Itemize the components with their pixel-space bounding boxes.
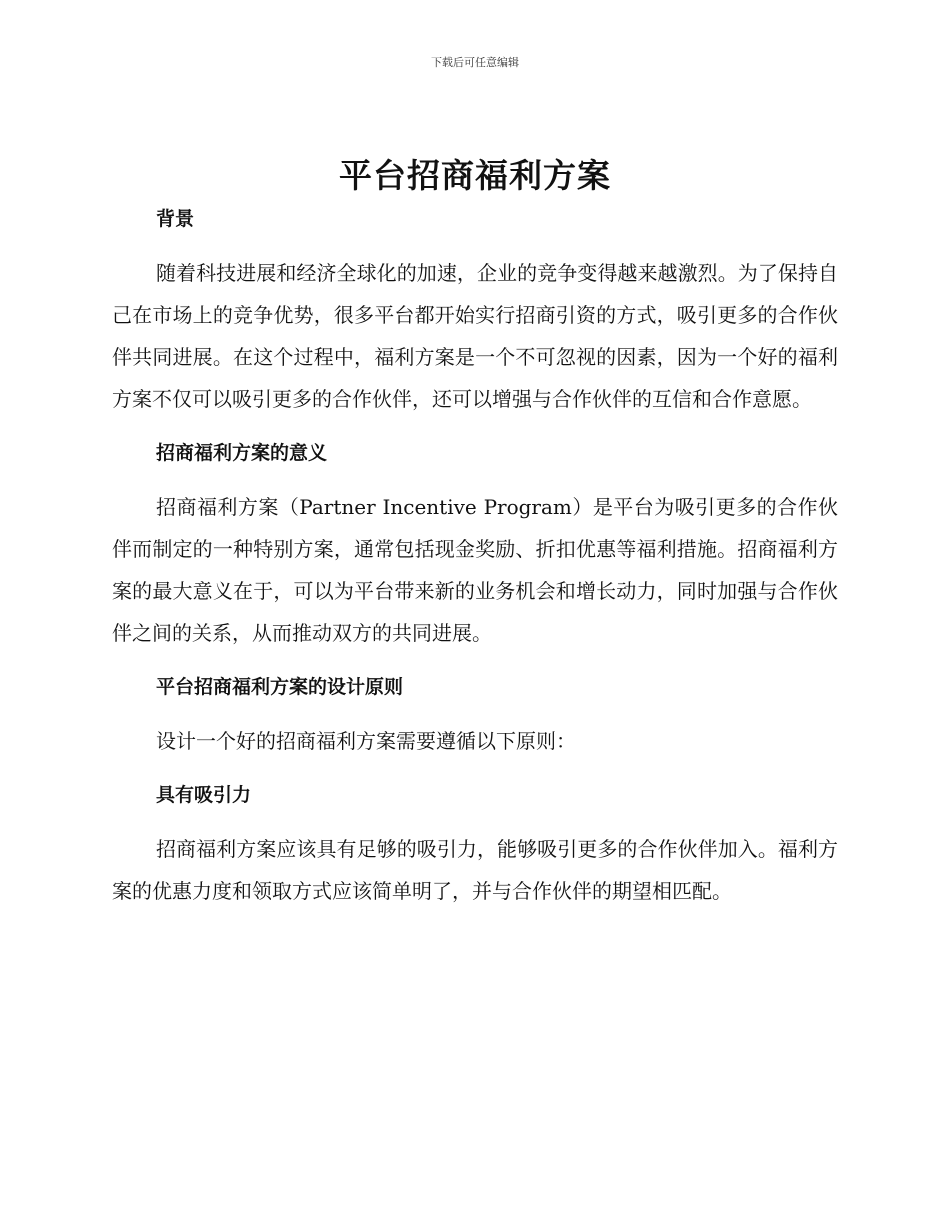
- section-attractiveness: [112, 774, 838, 912]
- text-line: 招商福利方案（Partner Incentive Program）是平台为吸引更多的合作伙伴: [112, 495, 838, 561]
- section-heading: 招商福利方案的意义: [156, 442, 328, 464]
- text-line: 招商福利方案应该具有足够的吸引力，能够吸引更多的合作伙伴加入。: [156, 837, 778, 861]
- text-line: 利方案的最大意义在于，可以为平台带来新的业务机会和增长动力，同时加: [112, 537, 838, 603]
- document-body: [112, 198, 838, 912]
- text-line: 设计一个好的招商福利方案需要遵循以下原则：: [156, 729, 576, 753]
- text-line: 作伙伴的互信和合作意愿。: [572, 387, 812, 411]
- section-heading: 背景: [156, 208, 195, 230]
- section-heading: 具有吸引力: [156, 784, 252, 806]
- text-line: 保持自己在市场上的竞争优势，很多平台都开始实行招商引资的方式，吸引: [112, 261, 839, 327]
- section-design-principles: [112, 666, 838, 774]
- paragraph: [112, 486, 838, 654]
- paragraph: [112, 720, 838, 762]
- text-line: 强与合作伙伴之间的关系，从而推动双方的共同进展。: [112, 579, 839, 645]
- page-header-note: 下载后可任意编辑: [431, 56, 519, 69]
- section-background: [112, 198, 838, 432]
- text-line: 福利方案的优惠力度和领取方式应该简单明了，并与合作伙伴的期望相匹: [112, 837, 839, 903]
- text-line: 而制定的一种特别方案，通常包括现金奖励、折扣优惠等福利措施。招商福: [132, 537, 798, 561]
- paragraph: [112, 828, 838, 912]
- text-line: 随着科技进展和经济全球化的加速，企业的竞争变得越来越激烈。为了: [156, 261, 778, 285]
- text-line: 更多的合作伙伴共同进展。在这个过程中，福利方案是一个不可忽视的因: [112, 303, 839, 369]
- document-title: 平台招商福利方案: [339, 156, 611, 195]
- section-significance: [112, 432, 838, 666]
- text-line: 配。: [692, 879, 732, 903]
- text-line: 素，因为一个好的福利方案不仅可以吸引更多的合作伙伴，还可以增强与合: [112, 345, 839, 411]
- section-heading: 平台招商福利方案的设计原则: [156, 676, 404, 698]
- paragraph: [112, 252, 838, 420]
